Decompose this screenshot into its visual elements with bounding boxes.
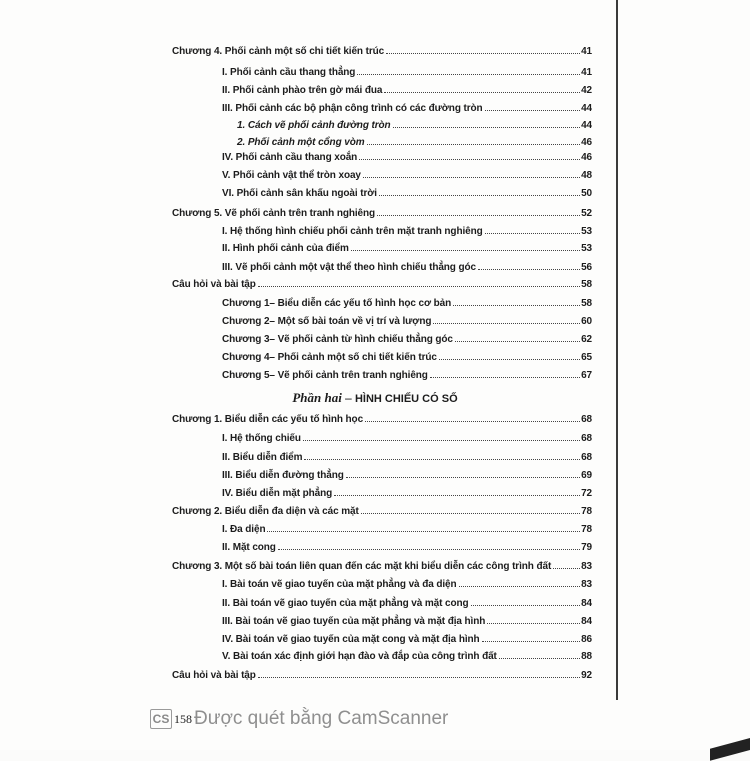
toc-chapter-entry xyxy=(172,411,592,425)
toc-section-entry xyxy=(222,576,592,590)
dot-leader xyxy=(386,53,580,54)
entry-page: 44 xyxy=(581,120,592,131)
dot-leader xyxy=(482,641,581,642)
dot-leader xyxy=(258,677,580,678)
entry-page: 58 xyxy=(581,298,592,309)
entry-title: I. Hệ thống chiếu xyxy=(222,433,301,444)
entry-title: Chương 1. Biểu diễn các yếu tố hình học xyxy=(172,414,364,425)
toc-section-entry xyxy=(222,100,592,114)
entry-page: 52 xyxy=(581,208,592,219)
entry-page: 41 xyxy=(581,46,592,57)
toc-section-entry xyxy=(222,240,592,254)
entry-title: Chương 4– Phối cảnh một số chi tiết kiến trúc xyxy=(222,352,437,363)
toc-section-entry xyxy=(237,134,592,148)
dot-leader xyxy=(278,549,580,550)
entry-title: VI. Phối cảnh sân khấu ngoài trời xyxy=(222,188,377,199)
toc-section-entry xyxy=(222,449,592,463)
toc-section-entry xyxy=(222,223,592,237)
toc-chapter-entry xyxy=(172,43,592,57)
toc-section-entry xyxy=(222,167,592,181)
entry-title: I. Phối cảnh cầu thang thẳng xyxy=(222,67,356,78)
entry-title: I. Bài toán vẽ giao tuyến của mặt phẳng và đa diện xyxy=(222,579,457,590)
dot-leader xyxy=(453,305,580,306)
entry-title: III. Biểu diễn đường thẳng xyxy=(222,470,344,481)
dot-leader xyxy=(499,658,580,659)
dot-leader xyxy=(359,159,580,160)
entry-page: 88 xyxy=(581,651,592,662)
entry-title: Chương 3– Vẽ phối cảnh từ hình chiếu thẳng góc xyxy=(222,334,453,345)
footer xyxy=(150,708,448,730)
toc-section-entry xyxy=(222,313,592,327)
toc-section-entry xyxy=(222,331,592,345)
dot-leader xyxy=(384,92,580,93)
page-edge-line xyxy=(616,0,618,700)
entry-page: 67 xyxy=(581,370,592,381)
entry-title: IV. Bài toán vẽ giao tuyến của mặt cong và mặt địa hình xyxy=(222,634,480,645)
dot-leader xyxy=(487,623,580,624)
page-corner xyxy=(710,738,750,761)
toc-section-entry xyxy=(222,521,592,535)
entry-title: Chương 1– Biểu diễn các yếu tố hình học cơ bản xyxy=(222,298,452,309)
toc-section-entry xyxy=(222,185,592,199)
entry-page: 68 xyxy=(581,433,592,444)
entry-title: II. Bài toán vẽ giao tuyến của mặt phẳng và mặt cong xyxy=(222,598,469,609)
entry-title: Chương 2. Biểu diễn đa diện và các mặt xyxy=(172,506,359,517)
dot-leader xyxy=(267,531,580,532)
entry-page: 69 xyxy=(581,470,592,481)
dot-leader xyxy=(553,568,580,569)
toc-section-entry xyxy=(222,430,592,444)
entry-page: 50 xyxy=(581,188,592,199)
page-number: 158 xyxy=(174,711,192,726)
entry-title: II. Biểu diễn điểm xyxy=(222,452,303,463)
entry-title: III. Vẽ phối cảnh một vật thể theo hình chiếu thẳng góc xyxy=(222,262,476,273)
dot-leader xyxy=(367,144,581,145)
toc-section-entry xyxy=(222,467,592,481)
toc-section-entry xyxy=(222,259,592,273)
entry-page: 83 xyxy=(581,561,592,572)
toc-section-entry xyxy=(222,349,592,363)
entry-page: 42 xyxy=(581,85,592,96)
entry-page: 83 xyxy=(581,579,592,590)
entry-title: V. Phối cảnh vật thể tròn xoay xyxy=(222,170,361,181)
entry-page: 46 xyxy=(581,137,592,148)
toc-section-entry xyxy=(222,539,592,553)
entry-page: 46 xyxy=(581,152,592,163)
dot-leader xyxy=(334,495,580,496)
entry-page: 79 xyxy=(581,542,592,553)
dot-leader xyxy=(351,250,580,251)
entry-title: Chương 5. Vẽ phối cảnh trên tranh nghiêng xyxy=(172,208,376,219)
entry-title: I. Hệ thống hình chiếu phối cảnh trên mặt tranh nghiêng xyxy=(222,226,483,237)
entry-page: 92 xyxy=(581,670,592,681)
toc-section-entry xyxy=(222,64,592,78)
entry-title: Chương 2– Một số bài toán về vị trí và lượng xyxy=(222,316,432,327)
toc-section-entry xyxy=(222,648,592,662)
dot-leader xyxy=(304,459,580,460)
entry-page: 62 xyxy=(581,334,592,345)
entry-page: 58 xyxy=(581,279,592,290)
dot-leader xyxy=(439,359,580,360)
entry-title: Câu hỏi và bài tập xyxy=(172,279,256,290)
entry-title: IV. Biểu diễn mặt phẳng xyxy=(222,488,333,499)
toc-section-entry xyxy=(222,149,592,163)
entry-title: III. Phối cảnh các bộ phận công trình có các đường tròn xyxy=(222,103,483,114)
toc-section-entry xyxy=(237,117,592,131)
part-two-header: Phần hai – HÌNH CHIẾU CÓ SỐ xyxy=(292,390,458,405)
part-title: HÌNH CHIẾU CÓ SỐ xyxy=(354,393,458,405)
dot-leader xyxy=(377,215,580,216)
watermark-text: Được quét bằng CamScanner xyxy=(194,708,449,729)
entry-page: 72 xyxy=(581,488,592,499)
entry-page: 53 xyxy=(581,226,592,237)
toc-chapter-entry xyxy=(172,276,592,290)
dot-leader xyxy=(258,286,580,287)
entry-page: 68 xyxy=(581,414,592,425)
toc-section-entry xyxy=(222,613,592,627)
entry-title: IV. Phối cảnh cầu thang xoắn xyxy=(222,152,358,163)
entry-title: V. Bài toán xác định giới hạn đào và đắp của công trình đất xyxy=(222,651,497,662)
toc-section-entry xyxy=(222,295,592,309)
dot-leader xyxy=(346,477,580,478)
dot-leader xyxy=(433,323,580,324)
entry-page: 78 xyxy=(581,506,592,517)
toc-chapter-entry xyxy=(172,205,592,219)
entry-title: 1. Cách vẽ phối cảnh đường tròn xyxy=(237,120,391,131)
dot-leader xyxy=(485,110,581,111)
toc-section-entry xyxy=(222,485,592,499)
entry-page: 78 xyxy=(581,524,592,535)
dot-leader xyxy=(303,440,580,441)
entry-title: I. Đa diện xyxy=(222,524,266,535)
entry-title: II. Mặt cong xyxy=(222,542,276,553)
dot-leader xyxy=(478,269,580,270)
toc-section-entry xyxy=(222,82,592,96)
entry-title: II. Phối cảnh phào trên gờ mái đua xyxy=(222,85,383,96)
entry-title: Chương 3. Một số bài toán liên quan đến các mặt khi biểu diễn các công trình đất xyxy=(172,561,552,572)
dot-leader xyxy=(365,421,580,422)
part-prefix: Phần hai xyxy=(292,390,342,405)
dot-leader xyxy=(361,513,580,514)
entry-page: 41 xyxy=(581,67,592,78)
camscanner-logo-icon: CS xyxy=(150,709,172,729)
dot-leader xyxy=(471,605,581,606)
entry-page: 44 xyxy=(581,103,592,114)
entry-page: 65 xyxy=(581,352,592,363)
entry-page: 53 xyxy=(581,243,592,254)
dot-leader xyxy=(459,586,581,587)
entry-page: 48 xyxy=(581,170,592,181)
entry-title: 2. Phối cảnh một cổng vòm xyxy=(237,137,365,148)
entry-page: 84 xyxy=(581,616,592,627)
toc-section-entry xyxy=(222,367,592,381)
entry-page: 68 xyxy=(581,452,592,463)
entry-page: 84 xyxy=(581,598,592,609)
entry-title: Câu hỏi và bài tập xyxy=(172,670,256,681)
dot-leader xyxy=(430,377,580,378)
entry-title: III. Bài toán vẽ giao tuyến của mặt phẳng và mặt địa hình xyxy=(222,616,486,627)
entry-page: 60 xyxy=(581,316,592,327)
toc-section-entry xyxy=(222,595,592,609)
toc-chapter-entry xyxy=(172,667,592,681)
toc-section-entry xyxy=(222,631,592,645)
toc-chapter-entry xyxy=(172,558,592,572)
dot-leader xyxy=(393,127,581,128)
entry-title: II. Hình phối cảnh của điểm xyxy=(222,243,349,254)
entry-title: Chương 5– Vẽ phối cảnh trên tranh nghiêng xyxy=(222,370,428,381)
entry-title: Chương 4. Phối cảnh một số chi tiết kiến trúc xyxy=(172,46,385,57)
dot-leader xyxy=(357,74,580,75)
dot-leader xyxy=(379,195,580,196)
entry-page: 56 xyxy=(581,262,592,273)
entry-page: 86 xyxy=(581,634,592,645)
dot-leader xyxy=(363,177,580,178)
dot-leader xyxy=(455,341,580,342)
dot-leader xyxy=(485,233,580,234)
toc-chapter-entry xyxy=(172,503,592,517)
